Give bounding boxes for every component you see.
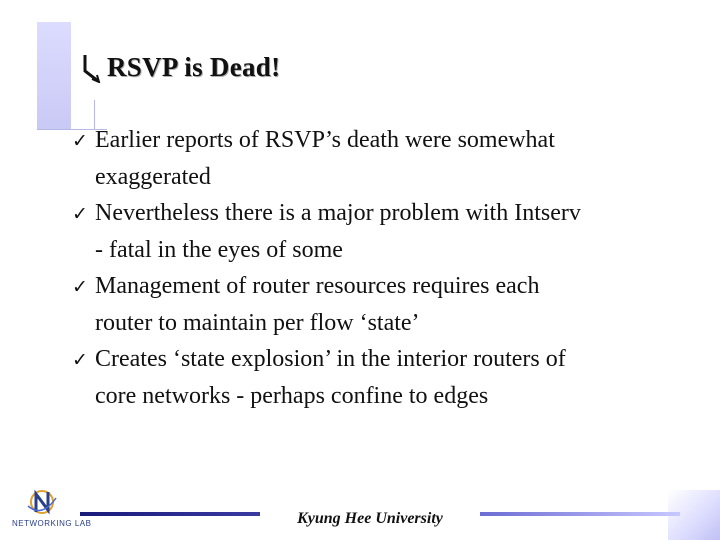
bullet-item bbox=[72, 268, 682, 341]
bullet-text-line2: core networks - perhaps confine to edges bbox=[95, 382, 489, 409]
checkmark-icon: ✓ bbox=[72, 349, 88, 371]
checkmark-icon: ✓ bbox=[72, 276, 88, 298]
title-row bbox=[80, 52, 280, 83]
bullet-text-line1: Nevertheless there is a major problem with Intserv bbox=[95, 200, 581, 226]
decorative-bar bbox=[37, 22, 71, 130]
bullet-text-line2: router to maintain per flow ‘state’ bbox=[95, 309, 420, 336]
bullet-text-line1: Earlier reports of RSVP’s death were somewhat bbox=[95, 127, 555, 153]
bullet-text-line1: Management of router resources requires each bbox=[95, 273, 540, 299]
checkmark-icon: ✓ bbox=[72, 130, 88, 152]
logo-text: NETWORKING LAB bbox=[12, 519, 92, 528]
footer-university: Kyung Hee University bbox=[260, 510, 480, 528]
bullet-text-line2: exaggerated bbox=[95, 163, 211, 190]
bullet-item bbox=[72, 341, 682, 414]
bullet-item bbox=[72, 195, 682, 268]
bullet-text-line2: - fatal in the eyes of some bbox=[95, 236, 343, 263]
bullet-item bbox=[72, 122, 682, 195]
bullet-arrow-icon bbox=[80, 53, 104, 83]
checkmark-icon: ✓ bbox=[72, 203, 88, 225]
slide-title: RSVP is Dead! bbox=[107, 52, 281, 82]
bullet-list bbox=[72, 122, 682, 414]
bullet-text-line1: Creates ‘state explosion’ in the interior routers of bbox=[95, 346, 566, 372]
